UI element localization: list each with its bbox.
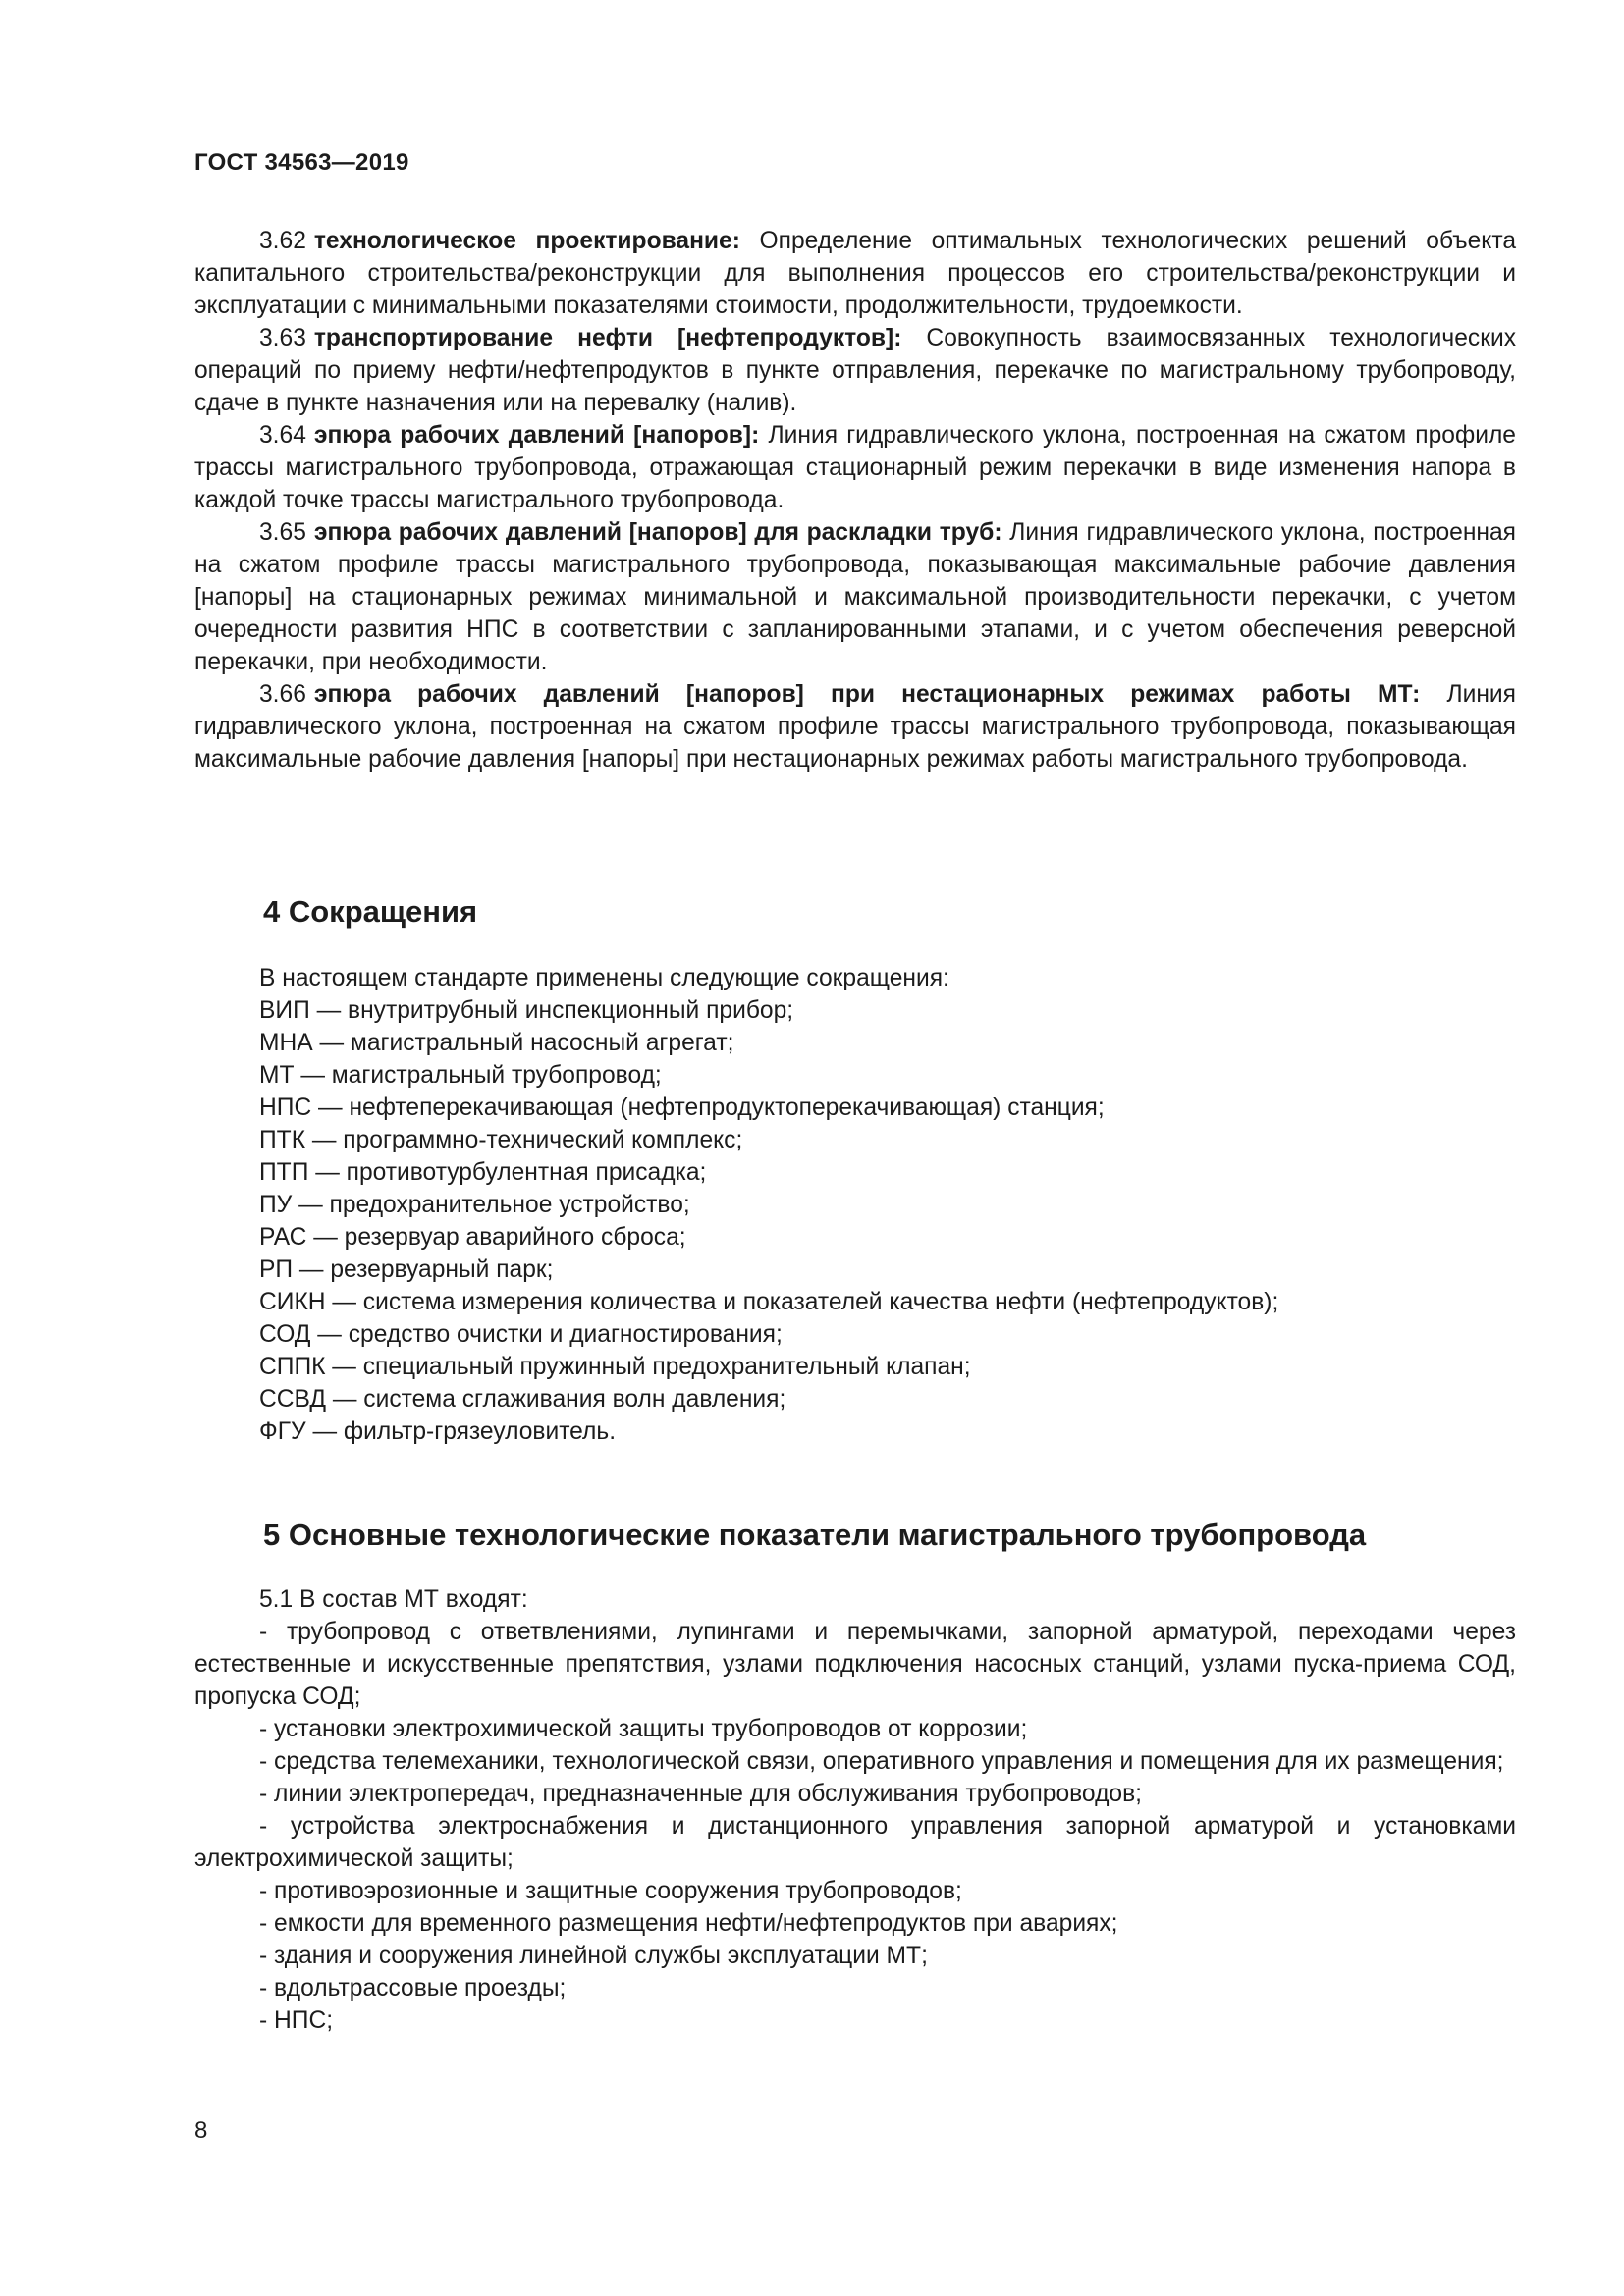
list-item: - устройства электроснабжения и дистанционного управления запорной арматурой и установками электрохимической защиты; bbox=[194, 1813, 1516, 1872]
abbreviation-item: ФГУ — фильтр-грязеуловитель. bbox=[259, 1418, 617, 1445]
term-title: транспортирование нефти [нефтепродуктов]: bbox=[313, 325, 902, 351]
abbreviation-item: РП — резервуарный парк; bbox=[259, 1256, 554, 1283]
abbreviation-item: РАС — резервуар аварийного сброса; bbox=[259, 1224, 686, 1251]
list-item: - средства телемеханики, технологической связи, оперативного управления и помещения для их размещения; bbox=[259, 1748, 1504, 1775]
abbreviation-item: СОД — средство очистки и диагностирования; bbox=[259, 1321, 783, 1348]
term-paragraph bbox=[194, 516, 1516, 678]
document-header: ГОСТ 34563—2019 bbox=[194, 149, 409, 176]
term-number: 3.62 bbox=[259, 228, 306, 254]
list-item: - НПС; bbox=[259, 2007, 334, 2034]
term-paragraph bbox=[194, 322, 1516, 419]
term-definition: Линия гидравлического уклона, построенная на сжатом профиле трассы магистрального трубопровода, показывающая максимальные рабочие давления [напоры] на стационарных режимах минимальной и максимальной производительности перекачки, с учетом очередности развития НПС в соответствии с запланированными этапами, и с учетом обеспечения реверсной перекачки, при необходимости. bbox=[194, 519, 1516, 675]
term-title: эпюра рабочих давлений [напоров]: bbox=[313, 422, 760, 449]
abbreviation-item: МНА — магистральный насосный агрегат; bbox=[259, 1030, 734, 1056]
list-item: - трубопровод с ответвлениями, лупингами и перемычками, запорной арматурой, переходами через естественные и искусственные препятствия, узлами подключения насосных станций, узлами пуска-приема СОД, пропуска СОД; bbox=[194, 1619, 1516, 1710]
list-item: - емкости для временного размещения нефти/нефтепродуктов при авариях; bbox=[259, 1910, 1118, 1937]
terms-list bbox=[194, 225, 1516, 775]
section-5-lead: 5.1 В состав МТ входят: bbox=[259, 1586, 528, 1613]
abbreviation-item: ПУ — предохранительное устройство; bbox=[259, 1192, 690, 1218]
term-definition: Определение оптимальных технологических решений объекта капитального строительства/реконструкции для выполнения процессов его строительства/реконструкции и эксплуатации с минимальными показателями стоимости, продолжительности, трудоемкости. bbox=[194, 228, 1516, 319]
abbreviation-item: МТ — магистральный трубопровод; bbox=[259, 1062, 662, 1089]
section-5-content bbox=[194, 1583, 1516, 2037]
list-item: - здания и сооружения линейной службы эксплуатации МТ; bbox=[259, 1943, 928, 1969]
term-definition: Линия гидравлического уклона, построенная на сжатом профиле трассы магистрального трубопровода, показывающая максимальные рабочие давления [напоры] при нестационарных режимах работы магистрального трубопровода. bbox=[194, 681, 1516, 773]
term-paragraph bbox=[194, 419, 1516, 516]
term-title: технологическое проектирование: bbox=[313, 228, 740, 254]
term-number: 3.63 bbox=[259, 325, 306, 351]
term-definition: Линия гидравлического уклона, построенная на сжатом профиле трассы магистрального трубопровода, отражающая стационарный режим перекачки в виде изменения напора в каждой точке трассы магистрального трубопровода. bbox=[194, 422, 1516, 513]
term-number: 3.66 bbox=[259, 681, 306, 708]
section-4-title: 4 Сокращения bbox=[263, 894, 478, 929]
list-item: - линии электропередач, предназначенные для обслуживания трубопроводов; bbox=[259, 1781, 1142, 1807]
term-definition: Совокупность взаимосвязанных технологических операций по приему нефти/нефтепродуктов в пункте отправления, перекачке по магистральному трубопроводу, сдаче в пункте назначения или на перевалку (налив). bbox=[194, 325, 1516, 416]
page-number: 8 bbox=[194, 2117, 208, 2144]
term-number: 3.65 bbox=[259, 519, 306, 546]
abbreviation-item: ССВД — система сглаживания волн давления; bbox=[259, 1386, 786, 1413]
term-paragraph bbox=[194, 678, 1516, 775]
term-title: эпюра рабочих давлений [напоров] при нестационарных режимах работы МТ: bbox=[313, 681, 1421, 708]
abbreviation-item: СИКН — система измерения количества и показателей качества нефти (нефтепродуктов); bbox=[259, 1289, 1279, 1315]
abbreviations-intro: В настоящем стандарте применены следующие сокращения: bbox=[259, 965, 949, 991]
term-paragraph bbox=[194, 225, 1516, 322]
term-title: эпюра рабочих давлений [напоров] для раскладки труб: bbox=[313, 519, 1002, 546]
abbreviations-list bbox=[259, 962, 1516, 1448]
abbreviation-item: НПС — нефтеперекачивающая (нефтепродуктоперекачивающая) станция; bbox=[259, 1095, 1105, 1121]
abbreviation-item: СППК — специальный пружинный предохранительный клапан; bbox=[259, 1354, 971, 1380]
list-item: - установки электрохимической защиты трубопроводов от коррозии; bbox=[259, 1716, 1028, 1742]
abbreviation-item: ВИП — внутритрубный инспекционный прибор; bbox=[259, 997, 794, 1024]
abbreviation-item: ПТК — программно-технический комплекс; bbox=[259, 1127, 743, 1153]
section-5-title: 5 Основные технологические показатели магистрального трубопровода bbox=[263, 1518, 1367, 1552]
list-item: - противоэрозионные и защитные сооружения трубопроводов; bbox=[259, 1878, 962, 1904]
term-number: 3.64 bbox=[259, 422, 306, 449]
abbreviation-item: ПТП — противотурбулентная присадка; bbox=[259, 1159, 707, 1186]
list-item: - вдольтрассовые проезды; bbox=[259, 1975, 567, 2002]
